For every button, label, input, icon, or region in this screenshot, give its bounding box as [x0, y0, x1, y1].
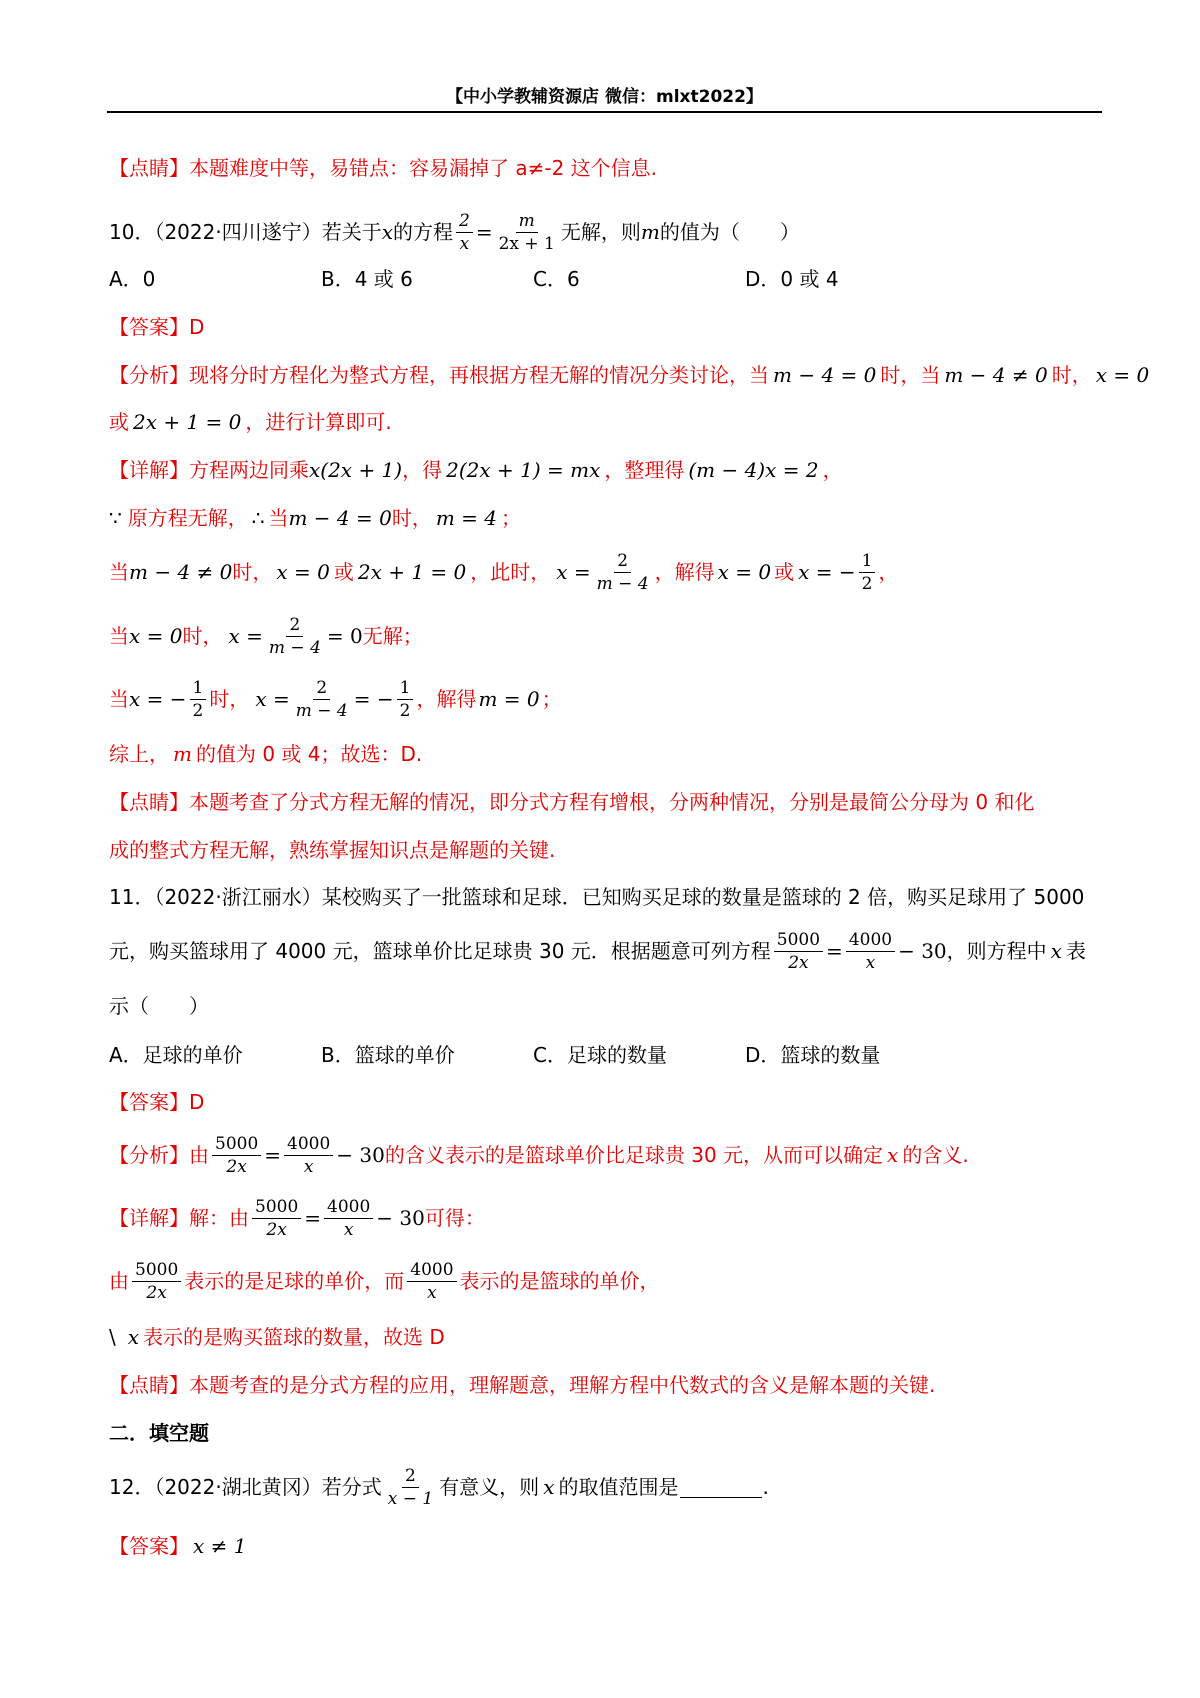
q11-detail-line2 — [109, 1256, 660, 1306]
q12-stem-text: 12．（2022·湖北黄冈）若分式 — [109, 1475, 382, 1499]
math: x = — [255, 687, 290, 711]
q11-stem-text: 11．（2022·浙江丽水）某校购买了一批篮球和足球．已知购买足球的数量是篮球的 2 倍，购买足球用了 5000 — [109, 885, 1085, 909]
detail-text: ，整理得 — [604, 458, 685, 482]
math: m = 4 — [435, 506, 497, 530]
math: m − 4 = 0 — [288, 506, 392, 530]
math: = 0 — [326, 624, 363, 648]
analysis-tag: 【分析】 — [109, 363, 189, 387]
detail-tag: 【详解】 — [109, 1206, 189, 1230]
fraction: $\frac{m}{2x + 1}$ — [498, 210, 555, 254]
detail-text: 方程两边同乘 — [189, 458, 309, 482]
math: 2(2x + 1) = mx — [446, 458, 601, 482]
q11-stem-text: 元，购买篮球用了 4000 元，篮球单价比足球贵 30 元．根据题意可列方程 — [109, 939, 771, 963]
math: − 30 — [376, 1206, 425, 1230]
q11-detail-line3 — [109, 1323, 445, 1351]
math: x = − — [129, 687, 187, 711]
math: x = 0 — [1095, 363, 1150, 387]
math: m − 4 ≠ 0 — [129, 560, 233, 584]
detail-text: ，得 — [402, 458, 443, 482]
math: x = — [228, 624, 263, 648]
math: m − 4 = 0 — [773, 363, 877, 387]
because-symbol: ∵ — [109, 506, 122, 530]
fraction: $\frac{1}{2}$ — [859, 551, 876, 594]
answer-value: D — [189, 1090, 205, 1114]
answer-tag: 【答案】 — [109, 1090, 189, 1114]
detail-text: 时， — [209, 687, 250, 711]
comment-text: 本题难度中等，易错点：容易漏掉了 a≠-2 这个信息. — [189, 156, 658, 180]
fraction: $\frac{1}{2}$ — [397, 678, 414, 721]
math: 2x + 1 = 0 — [133, 410, 242, 434]
math: x = − — [798, 560, 856, 584]
fraction: $\frac{2}{x}$ — [456, 211, 473, 254]
q10-comment-line1 — [109, 788, 1034, 816]
option-c: C．6 — [533, 267, 580, 291]
q10-detail-line1 — [109, 456, 843, 484]
q10-stem-text: 无解，则 — [560, 220, 641, 244]
detail-text: 表示的是足球的单价，而 — [184, 1269, 405, 1293]
q11-answer — [109, 1088, 204, 1116]
q11-comment — [109, 1371, 935, 1399]
detail-tag: 【详解】 — [109, 458, 189, 482]
var-x: x — [381, 220, 393, 244]
q10-analysis-line2 — [109, 408, 392, 436]
equals-sign: = — [264, 1143, 282, 1167]
comment-tag: 【点睛】 — [109, 1373, 189, 1397]
comment-tag: 【点睛】 — [109, 790, 189, 814]
q9-comment — [109, 154, 657, 182]
detail-text: ，解得 — [654, 560, 715, 584]
fraction: $\frac{5000}{2x}$ — [212, 1134, 261, 1177]
analysis-text: ，进行计算即可. — [245, 410, 392, 434]
detail-text: ， — [822, 458, 843, 482]
detail-text: 或 — [333, 560, 354, 584]
q10-stem — [109, 207, 800, 257]
q10-detail-line5 — [109, 674, 562, 724]
answer-tag: 【答案】 — [109, 1534, 189, 1558]
answer-value: D — [189, 315, 205, 339]
answer-blank — [680, 1477, 762, 1498]
q11-analysis — [109, 1130, 969, 1180]
q10-stem-text: 的值为（ ） — [659, 220, 800, 244]
q10-stem-text: 的方程 — [393, 220, 453, 244]
math: = − — [353, 687, 394, 711]
math: m − 4 ≠ 0 — [944, 363, 1048, 387]
detail-text: 可得： — [424, 1206, 485, 1230]
q10-analysis-line1 — [109, 361, 1149, 389]
detail-text: 原方程无解， — [127, 506, 248, 530]
detail-text: 表示的是购买篮球的数量，故选 D — [143, 1325, 445, 1349]
detail-text: 时， — [232, 560, 273, 584]
detail-text: ，解得 — [416, 687, 477, 711]
math: x = 0 — [276, 560, 330, 584]
section-title: 二．填空题 — [109, 1421, 209, 1445]
var-m: m — [173, 742, 192, 766]
analysis-text: 时， — [1051, 363, 1092, 387]
fraction: $\frac{4000}{x}$ — [284, 1134, 333, 1177]
option-b: B．篮球的单价 — [321, 1043, 455, 1067]
comment-tag: 【点睛】 — [109, 156, 189, 180]
detail-text: 综上， — [109, 742, 169, 766]
detail-text: 当 — [109, 560, 129, 584]
fraction: $\frac{5000}{2x}$ — [774, 930, 823, 973]
q11-options — [109, 1041, 880, 1069]
analysis-text: 时，当 — [880, 363, 941, 387]
q11-stem-text: 示（ ） — [109, 994, 209, 1018]
analysis-text: 现将分时方程化为整式方程，再根据方程无解的情况分类讨论，当 — [189, 363, 769, 387]
var-x: x — [543, 1475, 555, 1499]
page-header: 【中小学教辅资源店 微信：mlxt2022】 — [446, 87, 763, 107]
detail-text: ，此时， — [470, 560, 551, 584]
option-b: B．4 或 6 — [321, 267, 413, 291]
comment-text: 本题考查了分式方程无解的情况，即分式方程有增根，分两种情况，分别是最简公分母为 0 和化 — [189, 790, 1035, 814]
q12-stem-text: . — [762, 1475, 769, 1499]
q10-detail-line3 — [109, 547, 898, 597]
math: x = 0 — [717, 560, 772, 584]
fraction: $\frac{4000}{x}$ — [324, 1197, 373, 1240]
equals-sign: = — [475, 220, 493, 244]
option-d: D．0 或 4 — [745, 267, 839, 291]
math: x = 0 — [129, 624, 183, 648]
q10-detail-line4 — [109, 611, 423, 661]
analysis-text: 的含义表示的是篮球单价比足球贵 30 元，从而可以确定 — [384, 1143, 884, 1167]
math: − 30 — [898, 939, 947, 963]
var-m: m — [640, 220, 660, 244]
fraction: $\frac{2}{m - 4}$ — [596, 550, 649, 594]
backslash-symbol: \ — [109, 1325, 116, 1349]
math: 2x + 1 = 0 — [357, 560, 467, 584]
fraction: $\frac{5000}{2x}$ — [132, 1260, 181, 1303]
q10-comment-line2 — [109, 836, 555, 864]
fraction: $\frac{4000}{x}$ — [846, 930, 895, 973]
option-c: C．足球的数量 — [533, 1043, 667, 1067]
q10-answer — [109, 313, 204, 341]
q12-stem-text: 的取值范围是 — [558, 1475, 679, 1499]
q11-stem-line2 — [109, 926, 1086, 976]
q12-answer — [109, 1532, 246, 1560]
q11-stem-line3 — [109, 992, 209, 1020]
fraction: $\frac{2}{m - 4}$ — [268, 614, 321, 658]
option-a: A．足球的单价 — [109, 1043, 243, 1067]
answer-tag: 【答案】 — [109, 315, 189, 339]
analysis-text: 的含义. — [902, 1143, 969, 1167]
fraction: $\frac{5000}{2x}$ — [252, 1197, 301, 1240]
header-rule — [107, 111, 1102, 113]
analysis-text: 或 — [109, 410, 129, 434]
math: (m − 4)x = 2 — [688, 458, 819, 482]
detail-text: 由 — [109, 1269, 129, 1293]
q11-stem-line1 — [109, 883, 1084, 911]
detail-text: 无解； — [362, 624, 423, 648]
comment-text: 本题考查的是分式方程的应用，理解题意，理解方程中代数式的含义是解本题的关键. — [189, 1373, 936, 1397]
q11-stem-text: ，则方程中 — [946, 939, 1047, 963]
fraction: $\frac{4000}{x}$ — [407, 1260, 456, 1303]
option-a: A．0 — [109, 267, 156, 291]
fraction: $\frac{2}{x - 1}$ — [387, 1465, 434, 1509]
q10-stem-text: 10．（2022·四川遂宁）若关于 — [109, 220, 382, 244]
detail-text: ； — [541, 687, 562, 711]
q12-stem — [109, 1462, 769, 1512]
var-x: x — [127, 1325, 140, 1349]
answer-value: x ≠ 1 — [193, 1534, 247, 1558]
detail-text: 时， — [391, 506, 432, 530]
detail-text: 当 — [109, 624, 129, 648]
math: x(2x + 1) — [309, 458, 403, 482]
detail-text: ， — [878, 560, 899, 584]
q11-detail-line1 — [109, 1193, 485, 1243]
detail-text: 时， — [182, 624, 223, 648]
q10-conclusion — [109, 740, 422, 768]
detail-text: 解：由 — [189, 1206, 249, 1230]
var-x: x — [1050, 939, 1062, 963]
detail-text: 或 — [774, 560, 795, 584]
q11-stem-text: 表 — [1065, 939, 1086, 963]
equals-sign: = — [826, 939, 843, 963]
fraction: $\frac{2}{m - 4}$ — [295, 677, 348, 721]
equals-sign: = — [304, 1206, 322, 1230]
therefore-symbol: ∴ — [251, 506, 265, 530]
q12-stem-text: 有意义，则 — [439, 1475, 540, 1499]
detail-text: 当 — [109, 687, 129, 711]
q10-options — [109, 265, 839, 293]
option-d: D．篮球的数量 — [745, 1043, 881, 1067]
detail-text: 的值为 0 或 4；故选：D. — [195, 742, 423, 766]
fraction: $\frac{1}{2}$ — [190, 678, 207, 721]
analysis-tag: 【分析】 — [109, 1143, 189, 1167]
detail-text: 当 — [268, 506, 289, 530]
math: − 30 — [336, 1143, 385, 1167]
comment-text: 成的整式方程无解，熟练掌握知识点是解题的关键. — [109, 838, 556, 862]
q10-detail-line2 — [109, 504, 521, 532]
analysis-text: 由 — [189, 1143, 209, 1167]
detail-text: 表示的是篮球的单价， — [459, 1269, 660, 1293]
detail-text: ； — [501, 506, 521, 530]
var-x: x — [887, 1143, 899, 1167]
math: x = — [556, 560, 591, 584]
math: m = 0 — [478, 687, 540, 711]
